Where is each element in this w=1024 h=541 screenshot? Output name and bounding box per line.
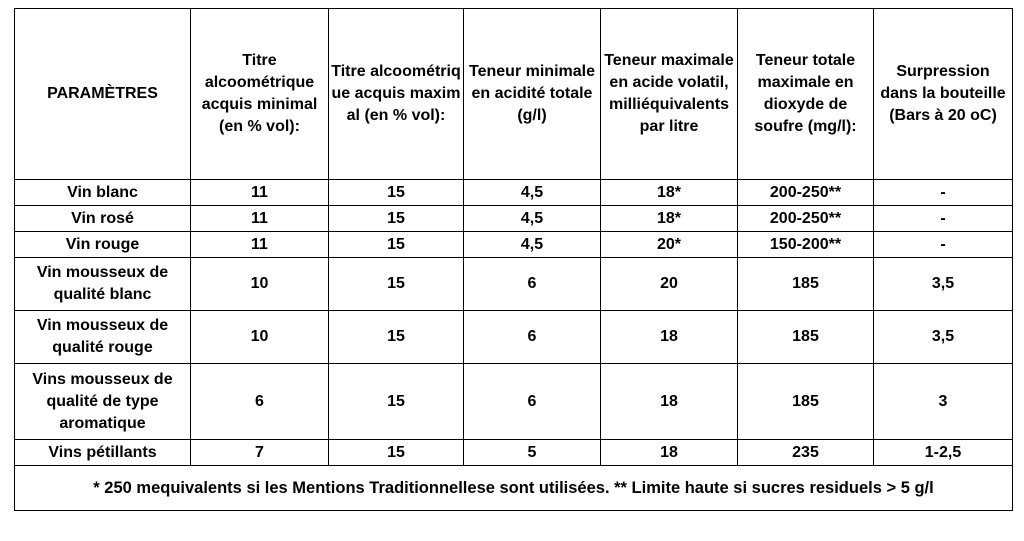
row-label: Vin blanc [15, 180, 191, 206]
row-label: Vin mousseux de qualité rouge [15, 311, 191, 364]
table-cell: - [874, 180, 1013, 206]
table-row [15, 180, 1013, 206]
table-cell: 200-250** [738, 206, 874, 232]
table-cell: 18 [601, 440, 738, 466]
header-row [15, 9, 1013, 180]
table-cell: 18 [601, 311, 738, 364]
table-cell: 18 [601, 364, 738, 440]
table-cell: 20 [601, 258, 738, 311]
table-cell: 200-250** [738, 180, 874, 206]
table-cell: 15 [329, 258, 464, 311]
header-cell: Teneur maximale en acide volatil, milliéquivalents par litre [601, 9, 738, 180]
table-cell: 150-200** [738, 232, 874, 258]
table-cell: 10 [191, 258, 329, 311]
table-cell: 15 [329, 311, 464, 364]
table-cell: 6 [191, 364, 329, 440]
row-label: Vin mousseux de qualité blanc [15, 258, 191, 311]
table-cell: 4,5 [464, 206, 601, 232]
table-cell: 11 [191, 206, 329, 232]
table-cell: 7 [191, 440, 329, 466]
row-label: Vins mousseux de qualité de type aromatique [15, 364, 191, 440]
table-row [15, 206, 1013, 232]
row-label: Vins pétillants [15, 440, 191, 466]
table-cell: 11 [191, 232, 329, 258]
row-label: Vin rouge [15, 232, 191, 258]
table-cell: 3,5 [874, 311, 1013, 364]
header-cell: Surpression dans la bouteille (Bars à 20 oC) [874, 9, 1013, 180]
table-row [15, 232, 1013, 258]
table-row [15, 258, 1013, 311]
table-cell: 15 [329, 232, 464, 258]
wine-parameters-table [14, 8, 1013, 511]
table-cell: 15 [329, 364, 464, 440]
table-cell: 10 [191, 311, 329, 364]
table-cell: 6 [464, 311, 601, 364]
table-cell: - [874, 232, 1013, 258]
table-cell: 20* [601, 232, 738, 258]
header-cell: Titre alcoométrique acquis maximal (en % vol): [329, 9, 464, 180]
table-cell: 5 [464, 440, 601, 466]
footnote-row [15, 466, 1013, 511]
table-cell: 15 [329, 440, 464, 466]
table-row [15, 364, 1013, 440]
table-cell: 4,5 [464, 232, 601, 258]
table-cell: 1-2,5 [874, 440, 1013, 466]
table-cell: 6 [464, 364, 601, 440]
table-cell: 4,5 [464, 180, 601, 206]
footnote: * 250 mequivalents si les Mentions Traditionnellese sont utilisées. ** Limite haute si sucres residuels > 5 g/l [15, 466, 1013, 511]
table-cell: 15 [329, 180, 464, 206]
table-cell: - [874, 206, 1013, 232]
table-cell: 18* [601, 180, 738, 206]
header-cell: PARAMÈTRES [15, 9, 191, 180]
table-row [15, 440, 1013, 466]
table-cell: 3 [874, 364, 1013, 440]
row-label: Vin rosé [15, 206, 191, 232]
table-cell: 185 [738, 258, 874, 311]
table-cell: 6 [464, 258, 601, 311]
table-cell: 3,5 [874, 258, 1013, 311]
header-cell: Titre alcoométrique acquis minimal (en % vol): [191, 9, 329, 180]
table-cell: 185 [738, 364, 874, 440]
table-cell: 185 [738, 311, 874, 364]
table-row [15, 311, 1013, 364]
table-cell: 11 [191, 180, 329, 206]
header-cell: Teneur totale maximale en dioxyde de soufre (mg/l): [738, 9, 874, 180]
table-cell: 235 [738, 440, 874, 466]
table-cell: 18* [601, 206, 738, 232]
table-cell: 15 [329, 206, 464, 232]
header-cell: Teneur minimale en acidité totale (g/l) [464, 9, 601, 180]
